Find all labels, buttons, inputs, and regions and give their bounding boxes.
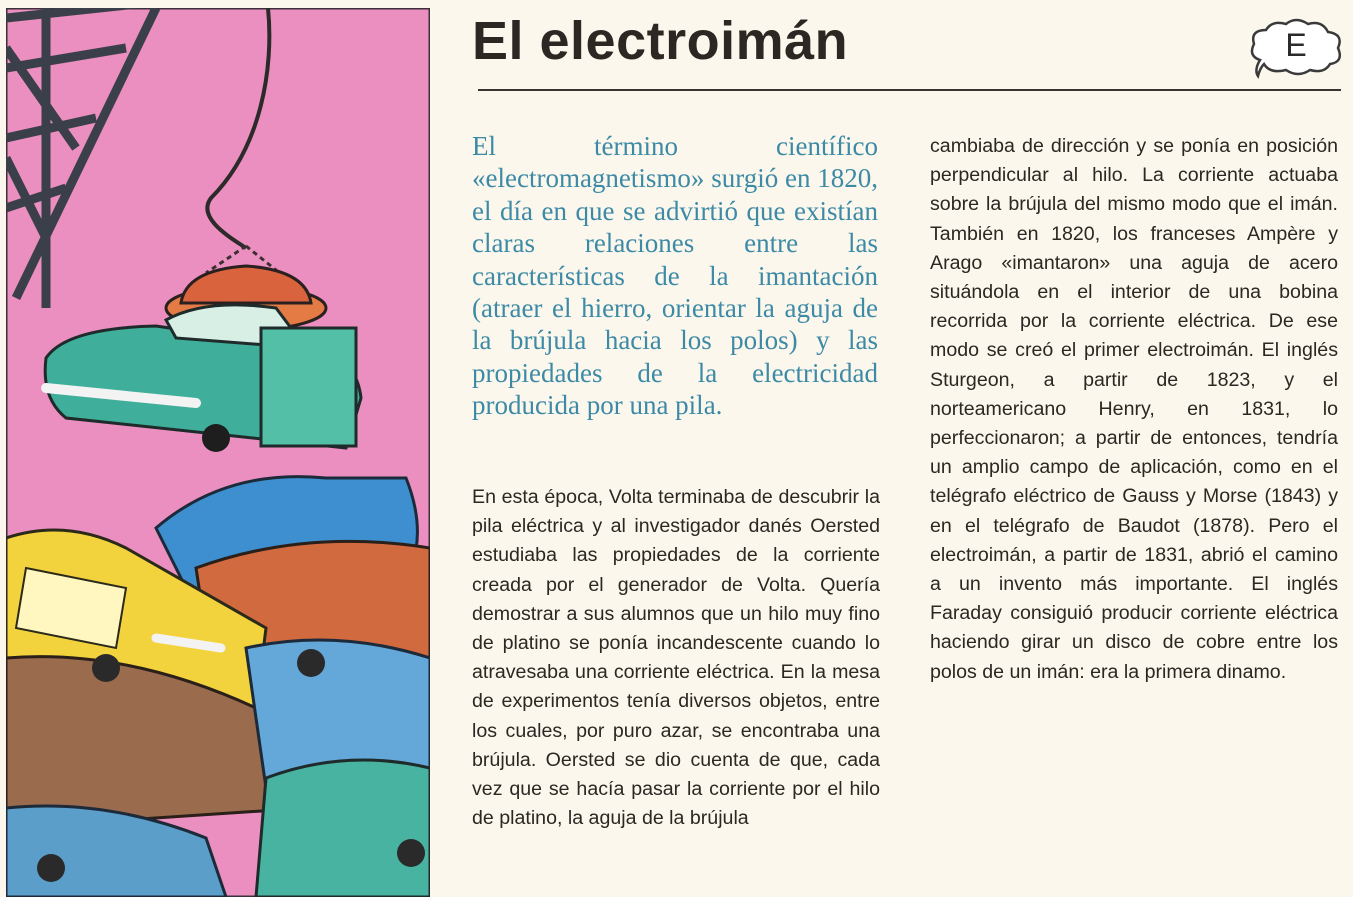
section-badge bbox=[1246, 16, 1346, 82]
badge-letter: E bbox=[1285, 27, 1307, 63]
page-title: El electroimán bbox=[472, 11, 849, 71]
title-divider bbox=[478, 89, 1341, 91]
lead-paragraph: El término científico «electromagnetismo» surgió en 1820, el día en que se advirtió que existían claras relaciones entre las características de la imantación (atraer el hierro, orientar la aguja de la brújula hacia los polos) y las propiedades de la electricidad producida por una pila. bbox=[472, 131, 878, 421]
scrapyard-illustration bbox=[6, 8, 430, 897]
body-column-right: cambiaba de dirección y se ponía en posición perpendicular al hilo. La corriente actuaba sobre la brújula del mismo modo que el imán. También en 1820, los franceses Ampère y Arago «imantaron» una aguja de acero situándola en el interior de una bobina recorrida por la corriente eléctrica. De ese modo se creó el primer electroimán. El inglés Sturgeon, a partir de 1823, y el norteamericano Henry, en 1831, lo perfeccionaron; a partir de entonces, tendría un amplio campo de aplicación, como en el telégrafo eléctrico de Gauss y Morse (1843) y en el telégrafo de Baudot (1878). Pero el electroimán, a partir de 1831, abrió el camino a un invento más importante. El inglés Faraday consiguió producir corriente eléctrica haciendo girar un disco de cobre entre los polos de un imán: era la primera dinamo. bbox=[930, 135, 1338, 683]
body-column-left: En esta época, Volta terminaba de descubrir la pila eléctrica y al investigador danés Oersted estudiaba las propiedades de la corriente creada por el generador de Volta. Quería demostrar a sus alumnos que un hilo muy fino de platino se ponía incandescente cuando lo atravesaba una corriente eléctrica. En la mesa de experimentos tenía diversos objetos, entre los cuales, por puro azar, se encontraba una brújula. Oersted se dio cuenta de que, cada vez que se hacía pasar la corriente por el hilo de platino, la aguja de la brújula bbox=[472, 486, 880, 830]
